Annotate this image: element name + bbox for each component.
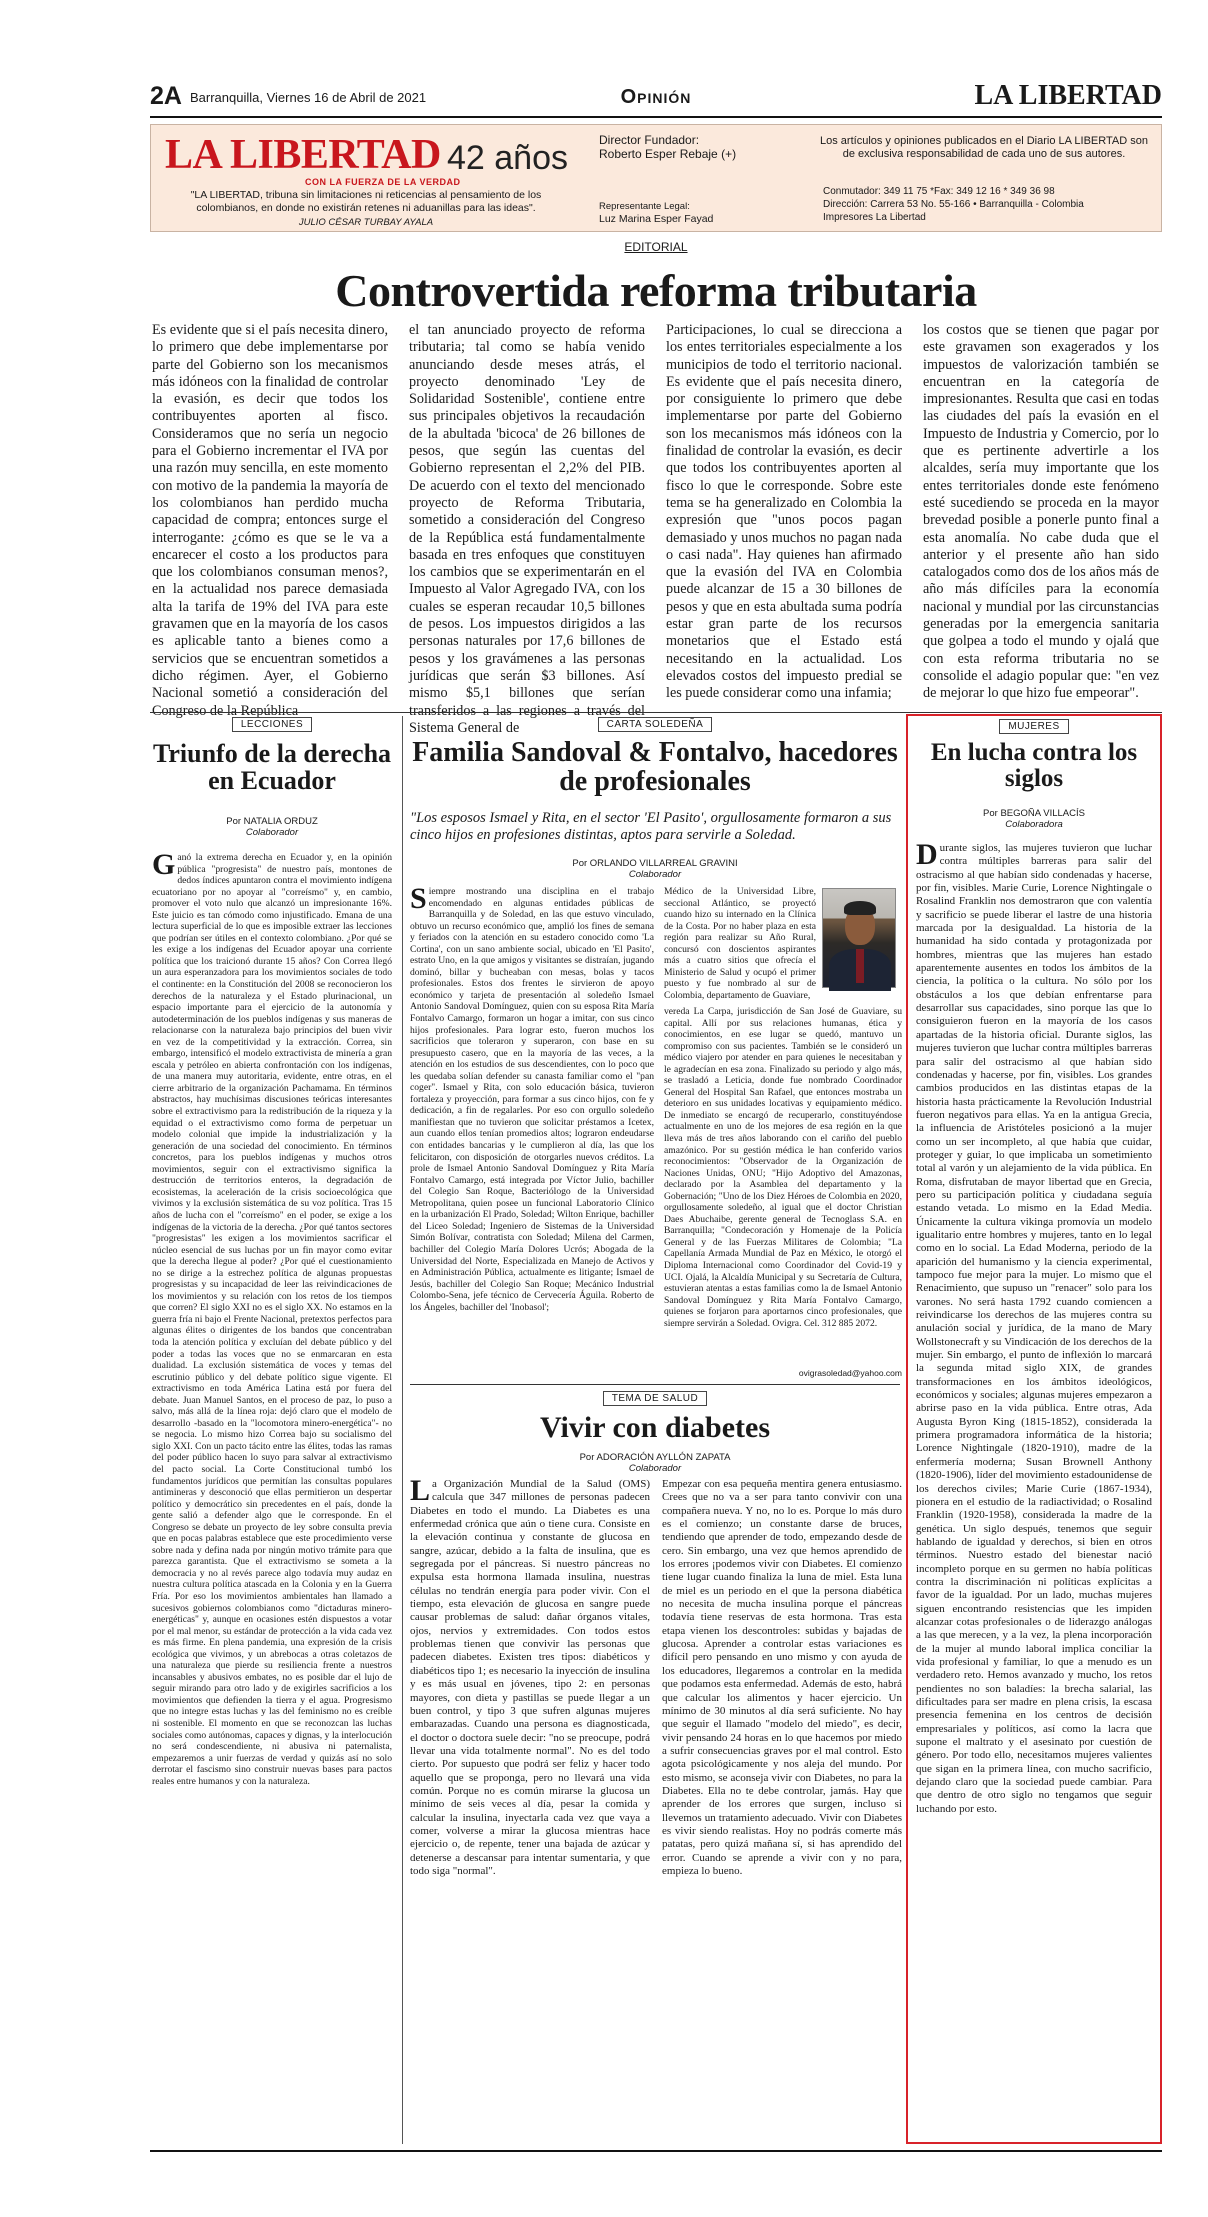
lecciones-byline [150,816,394,838]
lecciones-role: Colaborador [245,827,299,838]
salud-headline: Vivir con diabetes [540,1411,770,1444]
motto-author: JULIO CÉSAR TURBAY AYALA [298,217,434,228]
mujeres-body: Durante siglos, las mujeres tuvieron que luchar contra múltiples barreras para salir del ostracismo al que habían sido condenadas y hacerse, por fin, visibles. Marie Curie, Lorence Nightingale o Rosalind Franklin nos demostraron que con valentía y sacrificio se puede liberar el lastre de una historia marcada por la desigualdad. La historia de la humanidad ha sido contada y protagonizada por hombres, mientras que las mujeres han estado aparentemente ausentes en todos los ámbitos de la ciencia, la política o la cultura. No sólo por los obstáculos a los que debían enfrentarse para desarrollar sus capacidades, sino porque las que lo consiguieron fueron en la mayoría de los casos apartadas de la historia oficial. Durante siglos, las mujeres tuvieron que luchar contra múltiples barreras para salir del ostracismo al que habían sido condenadas y hacerse, por fin, visibles. Los grandes cambios producidos en las distintas etapas de la historia hasta prácticamente la Revolución Industrial fueron negativos para ellas. Ya en la antigua Grecia, la influencia de Aristóteles posicionó a la mujer como un ser incompleto, al que había que cuidar, proteger y guiar, lo que implicaba un sometimiento total al varón y un alejamiento de la vida pública. En Roma, disfrutaban de mayor libertad que en Grecia, pero su participación política y ciudadana seguía estando vetada. Lo mismo en la Edad Media. Únicamente la cultura vikinga promovía un modelo igualitario entre hombres y mujeres, tanto en lo legal como en lo social. La Edad Moderna, periodo de la aparición del humanismo y la ciencia experimental, tampoco fue mejor para la mujer. Lo mismo que el Renacimiento, que supuso un "renacer" solo para los varones. No será hasta 1792 cuando comiencen a reivindicarse los derechos de las mujeres contra su anulación social y jurídica, de la mano de Mary Wollstonecraft y su Vindicación de los derechos de la mujer. Sin embargo, el punto de inflexión lo marcará la segunda mitad siglo XIX, de grandes transformaciones en los ámbitos ideológicos, económicos y sociales; algunas mujeres empezaron a abrirse paso en la vida pública. Entre otras, Ada Augusta Byron King (1815-1852), considerada la primera programadora informática de la historia; Lorence Nightingale (1820-1910), madre de la enfermería moderna; Susan Brownell Anthony (1820-1906), líder del movimiento estadounidense de los derechos civiles; Marie Curie (1867-1934), pionera en el estudio de la radiactividad; o Rosalind Franklin (1920-1958), considerada la madre de la genética. Un siglo después, tenemos que seguir hablando de igualdad y derechos, si bien en otros términos. Nuestro estado del bienestar nació incompleto porque en su germen no había políticas contra la discriminación ni políticas explícitas a favor de la igualdad. Por un lado, muchas mujeres siguen encontrando resistencias que les impiden alcanzar cotas profesionales o de liderazgo análogas a las que merecen, y a la vez, la plena incorporación de la mujer al mundo laboral implica conciliar la vida profesional y familiar, lo que a menudo es un verdadero reto. Hemos avanzado y mucho, los retos pendientes no son baladíes: la brecha salarial, las dificultades para ser madre en plena crisis, la escasa presencia femenina en los centros de decisión empresariales y políticos, así como la lacra que supone el maltrato y el asesinato por cuestión de género. Por todo ello, necesitamos mujeres valientes que sigan en la primera línea, con mucho sacrificio, dejando claro que la sociedad puede cambiar. Para que dentro de otro siglo no tengamos que seguir luchando por esto. [916,838,1152,1815]
logo-tagline: CON LA FUERZA DE LA VERDAD [305,177,461,187]
founding-motto: "LA LIBERTAD, tribuna sin limitaciones ni reticencias al pensamiento de los colombianos, en donde no existirán retenes ni aduanillas para las ideas". [190,189,542,214]
mujeres-kicker [912,718,1156,734]
carta-headline: Familia Sandoval & Fontalvo, hacedores de profesionales [412,737,898,798]
salud-kicker-label: TEMA DE SALUD [603,1391,708,1406]
mujeres-byline [912,808,1156,830]
carta-byline [410,858,900,880]
editorial-column-2: el tan anunciado proyecto de reforma tributaria; tal como se había venido anunciando desde meses atrás, el proyecto denominado 'Ley de Solidaridad Sostenible', contiene entre sus principales objetivos la recaudación de la abultada 'bicoca' de 26 billones de pesos, que según las cuentas del Gobierno representan el 2,2% del PIB. De acuerdo con el texto del mencionado proyecto de Reforma Tributaria, sometido a consideración del Congreso de la República está fundamentalmente basada en tres enfoques que constituyen los cambios que se experimentarán en el Impuesto al Valor Agregado IVA, con los cuales se esperan recaudar 10,5 billones de pesos. Los impuestos dirigidos a las personas naturales por 17,6 billones de pesos y los gravámenes a las personas jurídicas que serán $3 billones. Así mismo $5,1 billones que serían transferidos a las regiones a través del Sistema General de [409,322,645,736]
anniversary-label: 42 años [447,139,568,177]
address: Dirección: Carrera 53 No. 55-166 • Barranquilla - Colombia [823,199,1084,210]
portrait-hair [844,901,876,915]
editorial-bottom-rule [150,712,1162,713]
salud-role: Colaborador [628,1463,682,1474]
salud-byline [410,1452,900,1474]
carta-column-1: Siempre mostrando una disciplina en el trabajo encomendado en algunas entidades públicas de Barranquilla y de Soledad, en las que estuvo vinculado, obtuvo un recurso económico que, amplió los fines de semana y feriados con la atención en su estadero conocido como 'La Cortina', con un sano ambiente social, ubicado en 'El Pasito', estrato Uno, en la que amigos y visitantes se distraían, jugando dominó, billar y bucheaban con mesas, bolas y tacos profesionales. Estos dos frentes le sirvieron de apoyo económico y tarjeta de presentación al soledeño Ismael Antonio Sandoval Domínguez, quien con su esposa Rita María Fontalvo Camargo, formaron un hogar a imitar, con sus cinco hijos profesionales. Para lograr esto, fueron muchos los sacrificios que toleraron y superaron, con base en su presupuesto casero, que en la mayoría de las veces, a la atención en los estudios de sus descendientes, con lo poco que les quedaba solían defender su canasta familiar como el "pan coger". Ismael y Rita, con solo educación básica, tuvieron fortaleza y proyección, para formar a sus cinco hijos, con fe y dedicación, a fin de regalarles. Por eso con orgullo soledeño manifiestan que no tuvieron que solicitar préstamos a Icetex, aun cuando ellos tenían promedios altos; lograron endeudarse con entidades bancarias y le cumplieron al día, las que los felicitaron, con disposición de otorgarles nuevos créditos. La prole de Ismael Antonio Sandoval Domínguez y Rita María Fontalvo Camargo, está integrada por Víctor Julio, bachiller del Colegio San Roque, Bacteriólogo de la Universidad Metropolitana, quien posee un funcional Laboratorio Clínico en la urbanización El Prado, Soledad; Wilton Enrique, bachiller del Liceo Soledad; Ingeniero de Sistemas de la Universidad Simón Bolívar, contratista con Soledad; Milena del Carmen, bachiller del Colegio María Dolores Ucrós; Abogada de la Universidad del Norte, Especializada en Manejo de Activos y en Administración Pública, actualmente es litigante; Ismael de Jesús, bachiller del Colegio San Roque; Mecánico Industrial Colombo-Sena, jefe técnico de Cervecería Águila. Roberto de los Ángeles, bachiller del 'Inobasol'; [410,882,655,1313]
newspaper-logo: LA LIBERTAD [165,132,441,178]
carta-column-2-continued: vereda La Carpa, jurisdicción de San José de Guaviare, su capital. Allí por sus relaciones humanas, ética y conocimientos, en ese lugar se quedó, mantuvo un compromiso con sus pacientes. También se le consideró un médico viajero por atender en para quienes le necesitaban y le agradecían en esa zona. Finalizado su periodo y algo más, se trasladó a Leticia, donde fue nombrado Coordinador General del Hospital San Rafael, que entonces mostraba un deterioro en sus unidades locativas y equipamiento médico. De inmediato se encargó de recuperarlo, constituyéndose actualmente en uno de los mejores de esa región en la que lleva más de tres años laborando con el cariño del pueblo amazónico. Por su gestión médica le han conferido varios reconocimientos: "Observador de la Organización de Naciones Unidas, ONU; "Hijo Adoptivo del Amazonas, declarado por la Asamblea del departamento y la Gobernación; "Uno de los Diez Héroes de Colombia en 2020, orgullosamente soledeño, al igual que el doctor Christian Daes Abuchaibe, gerente general de Tecnoglass S.A. en Barranquilla; "Condecoración y Homenaje de la Policía General y de las Fuerzas Militares de Colombia; "La Capellanía Armada Mundial de Paz en México, le otorgó el Diploma Internacional como Coordinador del Covid-19 y UCI. Ojalá, la Alcaldía Municipal y su Secretaría de Cultura, estuvieran atentas a estas familias como la de Ismael Antonio Sandoval Domínguez y Rita María Fontalvo Camargo, quienes se forjaron para aportarnos cinco profesionales, que siempre servirán a Soledad. Ovigra. Cel. 312 885 2072. [664,1006,902,1329]
contact-info [823,185,1159,224]
salud-column-2: Empezar con esa pequeña mentira genera entusiasmo. Crees que no va a ser para tanto convivir con una compañera nueva. Y no, no lo es. Porque lo más duro es el comienzo; un constante darse de bruces, tendiendo que aprender de todo, empezando desde de cero. Sin embargo, una vez que hemos aprendido de los errores ¡podemos vivir con Diabetes. El comienzo tiene lugar cuando finaliza la luna de miel. Esta luna de miel es un periodo en el que la persona diabética no necesita de mucha insulina porque el páncreas todavía tiene reservas de esta hormona. Tras esta etapa vienen los descontroles: subidas y bajadas de glucosa. Aprender a controlar estas variaciones es difícil pero pensando en uno mismo y con ayuda de los educadores, llegaremos a controlar en la medida que podamos esta enfermedad. Además de esto, habrá que calcular los alimentos y hacer ejercicio. Un mínimo de 30 minutos al día será suficiente. No hay que seguir el llamado "modelo del miedo", es decir, vivir pensando 24 horas en lo que hacemos por miedo a sufrir consecuencias graves por el mal control. Esto agota psicológicamente y nos aleja del mundo. Por esto mismo, se aconseja vivir con Diabetes, no para la Diabetes. Ella no te debe controlar, jamás. Hay que aprender de los errores que surgen, incluso si llevemos un tratamiento adecuado. Vivir con Diabetes es vivir siendo realistas. Hoy no podrás comerte más patatas, pero quizá mañana sí, si has aprendido del error. Cuando se aprende a vivir con y no para, empieza lo bueno. [662,1478,902,1877]
portrait-tie [856,949,864,983]
carta-author: Por ORLANDO VILLARREAL GRAVINI [572,858,738,869]
editorial-kicker: EDITORIAL [624,240,688,254]
mujeres-headline: En lucha contra los siglos [930,739,1138,793]
mujeres-role: Colaboradora [1005,819,1063,830]
director-label: Director Fundador: [599,133,700,147]
newspaper-name: LA LIBERTAD [974,80,1162,111]
lecciones-kicker [150,716,394,732]
carta-column-2-top [664,886,816,1004]
page-bottom-rule [150,2150,1162,2152]
folio-bar [150,80,1162,118]
section-title: Opinión [620,86,692,108]
editorial-column-4: los costos que se tienen que pagar por este gravamen son exagerados y los impuestos de valorización también se encuentran en la categoría de impresionantes. Resulta que casi en todas las ciudades del país la evasión en el Impuesto de Industria y Comercio, por lo que es pertinente advertirle a los alcaldes, sería muy importante que los entes territoriales donde este fenómeno esté sucediendo se proceda en la mayor brevedad posible a ponerle punto final a esta anomalía. No cabe duda que el anterior y el presente año han sido catalogados como dos de los años más de año más difíciles para la economía nacional y mundial por las circunstancias generadas por la emergencia sanitaria que golpea a todo el mundo y ojalá que con esta reforma tributaria no se consolide el adagio popular que: "en vez de mejorar lo que hizo fue empeorar". [923,322,1159,702]
lecciones-kicker-label: LECCIONES [232,717,312,732]
mujeres-author: Por BEGOÑA VILLACÍS [983,808,1085,819]
printer: Impresores La Libertad [823,212,926,223]
carta-kicker-label: CARTA SOLEDEÑA [598,717,713,732]
carta-role: Colaborador [628,869,682,880]
page-number: 2A [150,82,182,110]
lecciones-body: Ganó la extrema derecha en Ecuador y, en la opinión pública "progresista" de nuestro país, montones de dedos índices apuntaron contra el movimiento indígena ecuatoriano por no apoyar al "correísmo" y, en cambio, promover el voto nulo que alcanzó un impresionante 16%. Este juicio es tan cómodo como injustificado. Emana de una lectura superficial de lo que es imposible extraer las lecciones que podrían ser útiles en el contexto colombiano. ¿Por qué se les exige a los indígenas del Ecuador apoyar una corriente política que los traicionó durante 15 años? Con Correa llegó un aura esperanzadora para los movimientos sociales de todo el continente: en la Constitución del 2008 se reconocieron los derechos de la naturaleza y el Estado plurinacional, un espacio importante para el ejercicio de la autonomía y autodeterminación de los pueblos indígenas y sus maneras de relacionarse con la naturaleza bajo principios del buen vivir en vez de la competitividad y la extracción. Correa, sin embargo, intensificó el modelo extractivista de minería a gran escala y petróleo en abierta confrontación con los indígenas, de una manera muy autoritaria, evidente, entre otras, en el cierre arbitrario de la organización Pachamama. En términos abstractos, hay muchísimas discusiones teóricas interesantes sobre el extractivismo para la redistribución de la riqueza y la equidad o el extractivismo como forma de perpetuar un modelo colonial que impide la industrialización y la generación de una sociedad del conocimiento. En términos concretos, para los pueblos indígenas y muchos otros movimientos, seguir con el extractivismo significa la destrucción de territorios enteros, la degradación de ecosistemas, la aceleración de la crisis socioecológica que vivimos y la exclusión sistemática de su voz política. Tras 15 años de lucha con el "correísmo" en el poder, se exige a los indígenas de la victoria de la derecha. ¿Por qué tantos sectores "progresistas" les exigen a los movimientos sacrificar el núcleo esencial de sus luchas por un fin mayor como evitar que la derecha llegue al poder? ¿Por qué el cuestionamiento no se dirige a la estrechez política de algunas propuestas progresistas y su incapacidad de leer las reivindicaciones de los movimientos y su relación con los retos de los tiempos que corren? El siglo XXI no es el siglo XX. No estamos en la guerra fría ni bajo el Frente Nacional, pretextos perfectos para algunas élites o dirigentes de los bandos que concentraban toda la atención política y excluían del debate público y del poder a todas las voces que no se enmarcaran en esta dualidad. La exclusión sistemática de voces y temas del escrutinio público y del debate político sigue vigente. El extractivismo en toda América Latina está por fuera del debate. Juan Manuel Santos, en el proceso de paz, lo puso a salvo, más allá de la línea roja: dejó claro que el modelo de desarrollo -basado en la "locomotora minero-energética"- no se negocia. Lo mismo hizo Correa bajo su socialismo del siglo XXI. Con un pacto tácito entre las élites, todas las ramas del poder público hacen lo suyo para salvar al extractivismo del pacto social. La Corte Constitucional tumbó los fundamentos jurídicos que permitían las consultas populares antimineras y desconoció que ellas permitieron un despertar político y democrático sin precedentes en el país, donde la gente salió a defender algo que le corresponde. En el Congreso se debate un proyecto de ley sobre consulta previa que en pocas palabras establece que este procedimiento verse sobre nada y defina nada por ningún motivo trámite para que parezca garantista. Que el extractivismo se someta a la democracia y no al revés parece algo todavía muy audaz en nuestra cultura política atascada en la Colonia y en la Guerra Fría. Por eso los movimientos ambientales han llamado a sucesivos gobiernos colombianos como "dictaduras minero-energéticas" y, aunque en ocasiones estén dispuestos a votar por el mal menor, su estándar de protección a la vida cada vez es más firme. En plena pandemia, una expresión de la crisis ecológica que vivimos, y un abrebocas a otras coletazos de una naturaleza que pierde su resiliencia frente a nuestros incansables y abusivos embates, no es posible dar el lujo de seguir mirando para otro lado y de exigirles sacrificios a los movimientos que defienden la tierra y el agua. Progresismo que no integre estas luchas y las del feminismo no es creíble ni sostenible. El momento en que se reconozcan las luchas sociales como autónomas, capaces y dignas, y la interlocución no será condescendiente, ni abusiva ni paternalista, empezaremos a unir fuerzas de verdad y quizás así no solo derrotar el fascismo sino construir nuevas bases para pactos reales entre humanos y con la naturaleza. [152,848,392,1787]
editorial-headline: Controvertida reforma tributaria [335,265,977,316]
carta-email: ovigrasoledad@yahoo.com [798,1368,902,1378]
legal-rep-label: Representante Legal: [599,201,690,212]
issue-date: Barranquilla, Viernes 16 de Abril de 2021 [190,90,427,105]
opinion-disclaimer: Los artículos y opiniones publicados en el Diario LA LIBERTAD son de exclusiva responsabilidad de cada uno de sus autores. [820,135,1148,160]
carta-dek: "Los esposos Ismael y Rita, en el sector 'El Pasito', orgullosamente formaron a sus cinco hijos en profesiones distintas, aptos para servirle a Soledad. [410,810,892,843]
column-divider-left [402,716,403,2144]
masthead-box [150,124,1162,232]
salud-kicker [410,1390,900,1406]
lecciones-author: Por NATALIA ORDUZ [226,816,318,827]
salud-column-1: La Organización Mundial de la Salud (OMS) calcula que 347 millones de personas padecen Diabetes en todo el mundo. La Diabetes es una enfermedad crónica que aún o tiene cura. Consiste en la elevación continua y constante de glucosa en sangre, azúcar, debido a la falta de insulina, que es segregada por el páncreas. Si nuestro páncreas no expulsa esta hormona llamada insulina, nuestras células no tendrán energía para poder vivir. Con el tiempo, esta elevación de glucosa en sangre puede causar problemas de salud: dañar órganos vitales, ojos, nervios y extremidades. Con todos estos problemas tienen que convivir las personas que padecen diabetes. Existen tres tipos: diabéticos y diabéticos tipo 1; es necesario la inyección de insulina y es más usual en jóvenes, tipo 2: en personas mayores, con dieta y pastillas se puede llegar a un buen control, y tipo 3 que sufren algunas mujeres embarazadas. Cuando una persona es diagnosticada, el doctor o doctora suele decir: "no se preocupe, podrá llevar una vida totalmente normal". No es del todo cierto. Por supuesto que podrá ser feliz y hacer todo aquello que se proponga, pero no llevará una vida común. Porque no es común mirarse la glucosa un mínimo de seis veces al día, pesar la comida y calcular la insulina, inyectarla cada vez que vaya a comer, volverse a mirar la glucosa mientras hace ejercicio o, de repente, tener una bajada de azúcar y detenerse a descansar para intentar sumentaria, y que todo siga "normal". [410,1474,650,1877]
author-portrait [822,888,896,988]
editorial-column-3: Participaciones, lo cual se direcciona a los entes territoriales especialmente a los municipios de todo el territorio nacional. Es evidente que el país necesita dinero, por consiguiente lo primero que debe implementarse por parte del Gobierno son los mecanismos más idóneos con la finalidad de controlar la evasión, es decir que todos los contribuyentes aporten al fisco lo que le corresponde. Sobre este tema se ha generalizado en Colombia la expresión que "unos pocos pagan demasiado y unos muchos no pagan nada o casi nada". Hay quienes han afirmado que la evasión del IVA en Colombia puede alcanzar de 15 a 30 billones de pesos y que en esta abultada suma podría estar gran parte de los recursos monetarios que el Estado está necesitando en la actualidad. Los elevados costos del impuesto predial se les puede considerar como una infamia; [666,322,902,702]
carta-bottom-rule [410,1384,900,1385]
carta-kicker [410,716,900,732]
legal-rep-name: Luz Marina Esper Fayad [599,213,714,225]
salud-author: Por ADORACIÓN AYLLÓN ZAPATA [579,1452,731,1463]
carta-column-2-bottom [664,1006,902,1364]
lecciones-headline: Triunfo de la derecha en Ecuador [152,739,392,796]
director-name: Roberto Esper Rebaje (+) [599,147,737,161]
editorial-column-1: Es evidente que si el país necesita dinero, lo primero que debe implementarse por parte del Gobierno son los mecanismos más idóneos con la finalidad de controlar la evasión, es decir que todos los contribuyentes aporten al fisco. Consideramos que no sería un negocio para el Gobierno incrementar el IVA por una razón muy sencilla, en este momento con motivo de la pandemia la mayoría de los colombianos han perdido mucha capacidad de compra; entonces surge el interrogante: ¿cómo es que se le va a encarecer el costo a los productos para que los colombianos consuman menos?, en la actualidad nos parece demasiada alta la tarifa de 19% del IVA para este gravamen que en la mayoría de los casos es aplicable tanto a bienes como a servicios que se encuentran sometidos a dicho régimen. Ayer, el Gobierno Nacional sometió a consideración del Congreso de la República [152,322,388,719]
carta-column-2-text: Médico de la Universidad Libre, seccional Atlántico, se proyectó cuando hizo su internado en la Clínica de la Costa. Por no haber plaza en esta región para realizar su Año Rural, concursó con doscientos aspirantes más a cuatro sitios que ofrecía el Ministerio de Salud y ocupó el primer puesto y fue nombrado al sur de Colombia, departamento de Guaviare, [664,886,816,1001]
mujeres-kicker-label: MUJERES [999,719,1068,734]
switchboard-fax: Conmutador: 349 11 75 *Fax: 349 12 16 * 349 36 98 [823,186,1055,197]
